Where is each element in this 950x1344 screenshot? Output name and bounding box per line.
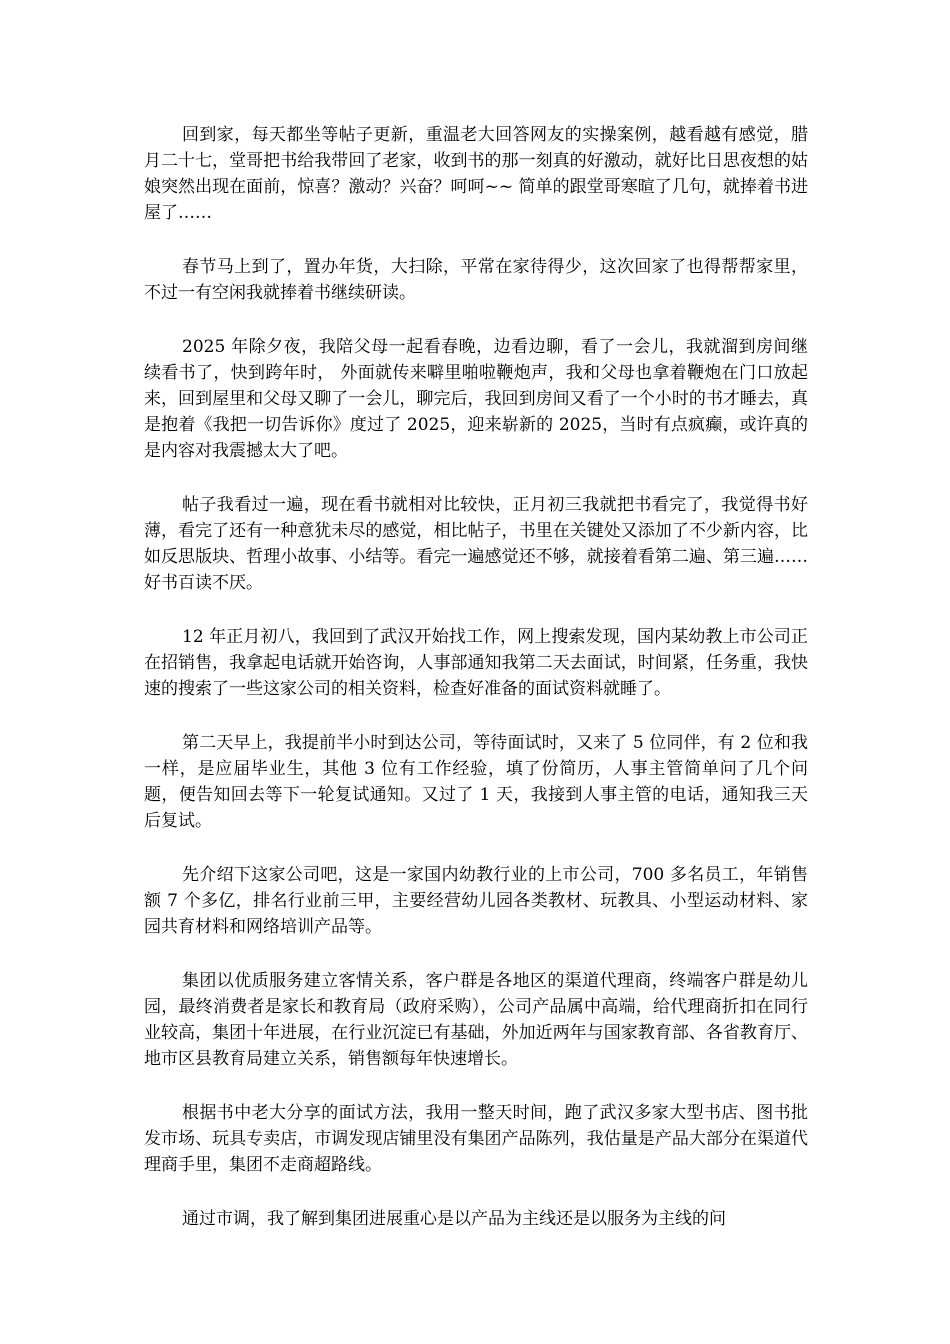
paragraph-first-interview: 第二天早上，我提前半小时到达公司，等待面试时，又来了 5 位同伴，有 2 位和我一样，是应届毕业生，其他 3 位有工作经验，填了份简历，人事主管简单问了几个问题，便告知回去等下一轮复试通知。又过了 1 天，我接到人事主管的电话，通知我三天后复试。 <box>144 733 808 831</box>
paragraph-market-research: 根据书中老大分享的面试方法，我用一整天时间，跑了武汉多家大型书店、图书批发市场、玩具专卖店，市调发现店铺里没有集团产品陈列，我估量是产品大部分在渠道代理商手里，集团不走商超路线。 <box>144 1103 808 1175</box>
paragraph-return-home: 回到家，每天都坐等帖子更新，重温老大回答网友的实操案例，越看越有感觉，腊月二十七，堂哥把书给我带回了老家，收到书的那一刻真的好激动，就好比日思夜想的姑娘突然出现在面前，惊喜？激动？兴奋？呵呵~~ 简单的跟堂哥寒暄了几句，就捧着书进屋了…… <box>144 125 808 223</box>
paragraph-job-search: 12 年正月初八，我回到了武汉开始找工作，网上搜索发现，国内某幼教上市公司正在招销售，我拿起电话就开始咨询，人事部通知我第二天去面试，时间紧，任务重，我快速的搜索了一些这家公司的相关资料，检查好准备的面试资料就睡了。 <box>144 627 808 699</box>
paragraph-finished-book: 帖子我看过一遍，现在看书就相对比较快，正月初三我就把书看完了，我觉得书好薄，看完了还有一种意犹未尽的感觉，相比帖子，书里在关键处又添加了不少新内容，比如反思版块、哲理小故事、小结等。看完一遍感觉还不够，就接着看第二遍、第三遍……好书百读不厌。 <box>144 495 808 593</box>
paragraph-company-intro: 先介绍下这家公司吧，这是一家国内幼教行业的上市公司，700 多名员工，年销售额 7 个多亿，排名行业前三甲，主要经营幼儿园各类教材、玩教具、小型运动材料、家园共育材料和网络培训产品等。 <box>144 865 808 937</box>
paragraph-company-clients: 集团以优质服务建立客情关系，客户群是各地区的渠道代理商，终端客户群是幼儿园，最终消费者是家长和教育局（政府采购），公司产品属中高端，给代理商折扣在同行业较高，集团十年进展，在行业沉淀已有基础，外加近两年与国家教育部、各省教育厅、地市区县教育局建立关系，销售额每年快速增长。 <box>144 971 808 1069</box>
paragraph-spring-festival: 春节马上到了，置办年货，大扫除，平常在家待得少，这次回家了也得帮帮家里，不过一有空闲我就捧着书继续研读。 <box>144 257 808 303</box>
document-body <box>144 122 808 1260</box>
paragraph-research-findings: 通过市调，我了解到集团进展重心是以产品为主线还是以服务为主线的问 <box>182 1209 726 1229</box>
paragraph-new-years-eve: 2025 年除夕夜，我陪父母一起看春晚，边看边聊，看了一会儿，我就溜到房间继续看书了，快到跨年时， 外面就传来噼里啪啦鞭炮声，我和父母也拿着鞭炮在门口放起来，回到屋里和父母又聊了一会儿，聊完后，我回到房间又看了一个小时的书才睡去，真是抱着《我把一切告诉你》度过了 2025，迎来崭新的 2025，当时有点疯癫，或许真的是内容对我震撼太大了吧。 <box>144 337 808 461</box>
